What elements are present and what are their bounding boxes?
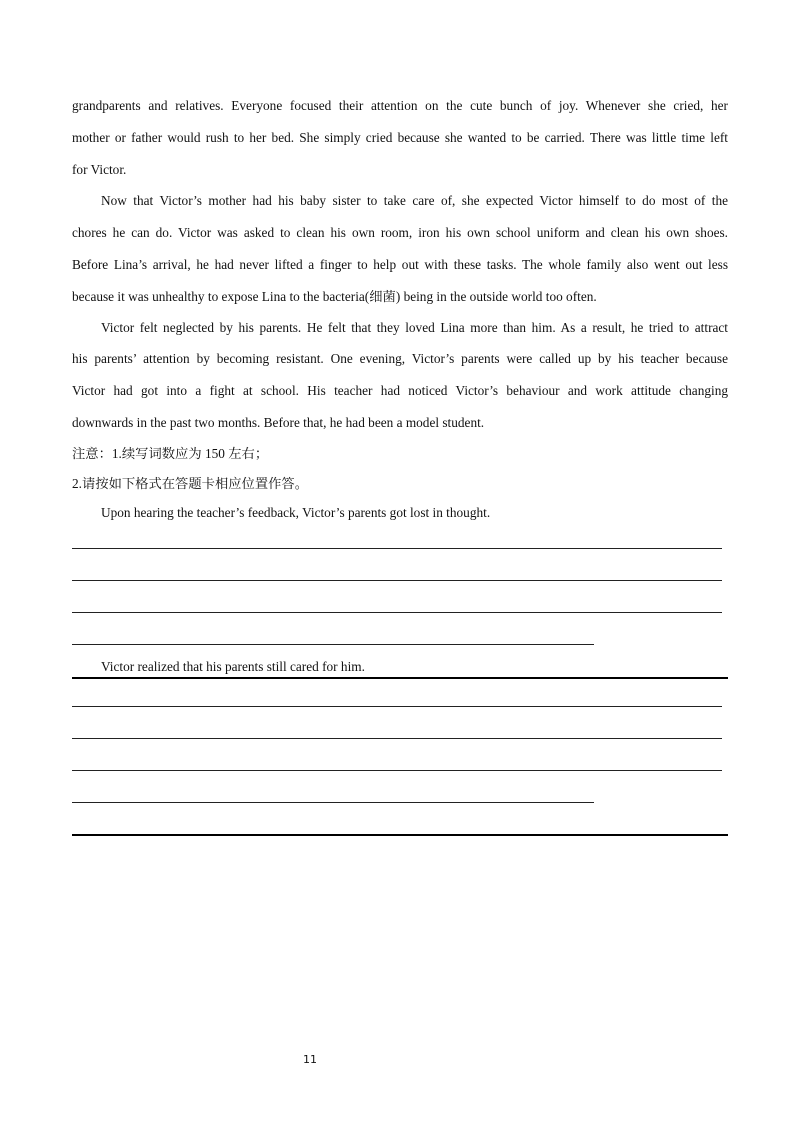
paragraph-2-line-1: Now that Victor’s mother had his baby sister to take care of, she expected Victor himself to do most of the xyxy=(101,193,728,208)
note-format: 2.请按如下格式在答题卡相应位置作答。 xyxy=(72,476,309,491)
page-number: 11 xyxy=(303,1053,317,1066)
answer-line xyxy=(72,580,722,581)
section-divider xyxy=(72,677,728,679)
paragraph-1-line-2: mother or father would rush to her bed. She simply cried because she wanted to be carried. There was little time left xyxy=(72,130,728,145)
section-divider xyxy=(72,834,728,836)
note-word-count: 注意：1.续写词数应为 150 左右； xyxy=(72,446,269,461)
answer-line xyxy=(72,802,594,803)
answer-line xyxy=(72,548,722,549)
answer-line xyxy=(72,644,594,645)
paragraph-2-line-2: chores he can do. Victor was asked to clean his own room, iron his own school uniform and clean his own shoes. xyxy=(72,225,728,240)
paragraph-1-line-1: grandparents and relatives. Everyone focused their attention on the cute bunch of joy. Whenever she cried, her xyxy=(72,98,728,113)
paragraph-3-line-4: downwards in the past two months. Before that, he had been a model student. xyxy=(72,415,485,430)
answer-line xyxy=(72,738,722,739)
paragraph-1-line-3: for Victor. xyxy=(72,162,127,177)
answer-line xyxy=(72,612,722,613)
paragraph-2-line-3: Before Lina’s arrival, he had never lifted a finger to help out with these tasks. The whole family also went out less xyxy=(72,257,728,272)
prompt-first: Upon hearing the teacher’s feedback, Victor’s parents got lost in thought. xyxy=(101,505,491,520)
paragraph-3-line-3: Victor had got into a fight at school. His teacher had noticed Victor’s behaviour and work attitude changing xyxy=(72,383,728,398)
paragraph-3-line-1: Victor felt neglected by his parents. He felt that they loved Lina more than him. As a result, he tried to attract xyxy=(101,320,728,335)
answer-line xyxy=(72,706,722,707)
answer-line xyxy=(72,770,722,771)
prompt-second: Victor realized that his parents still cared for him. xyxy=(101,659,365,674)
paragraph-3-line-2: his parents’ attention by becoming resistant. One evening, Victor’s parents were called up by his teacher because xyxy=(72,351,728,366)
paragraph-2-line-4: because it was unhealthy to expose Lina to the bacteria(细菌) being in the outside world too often. xyxy=(72,289,597,304)
